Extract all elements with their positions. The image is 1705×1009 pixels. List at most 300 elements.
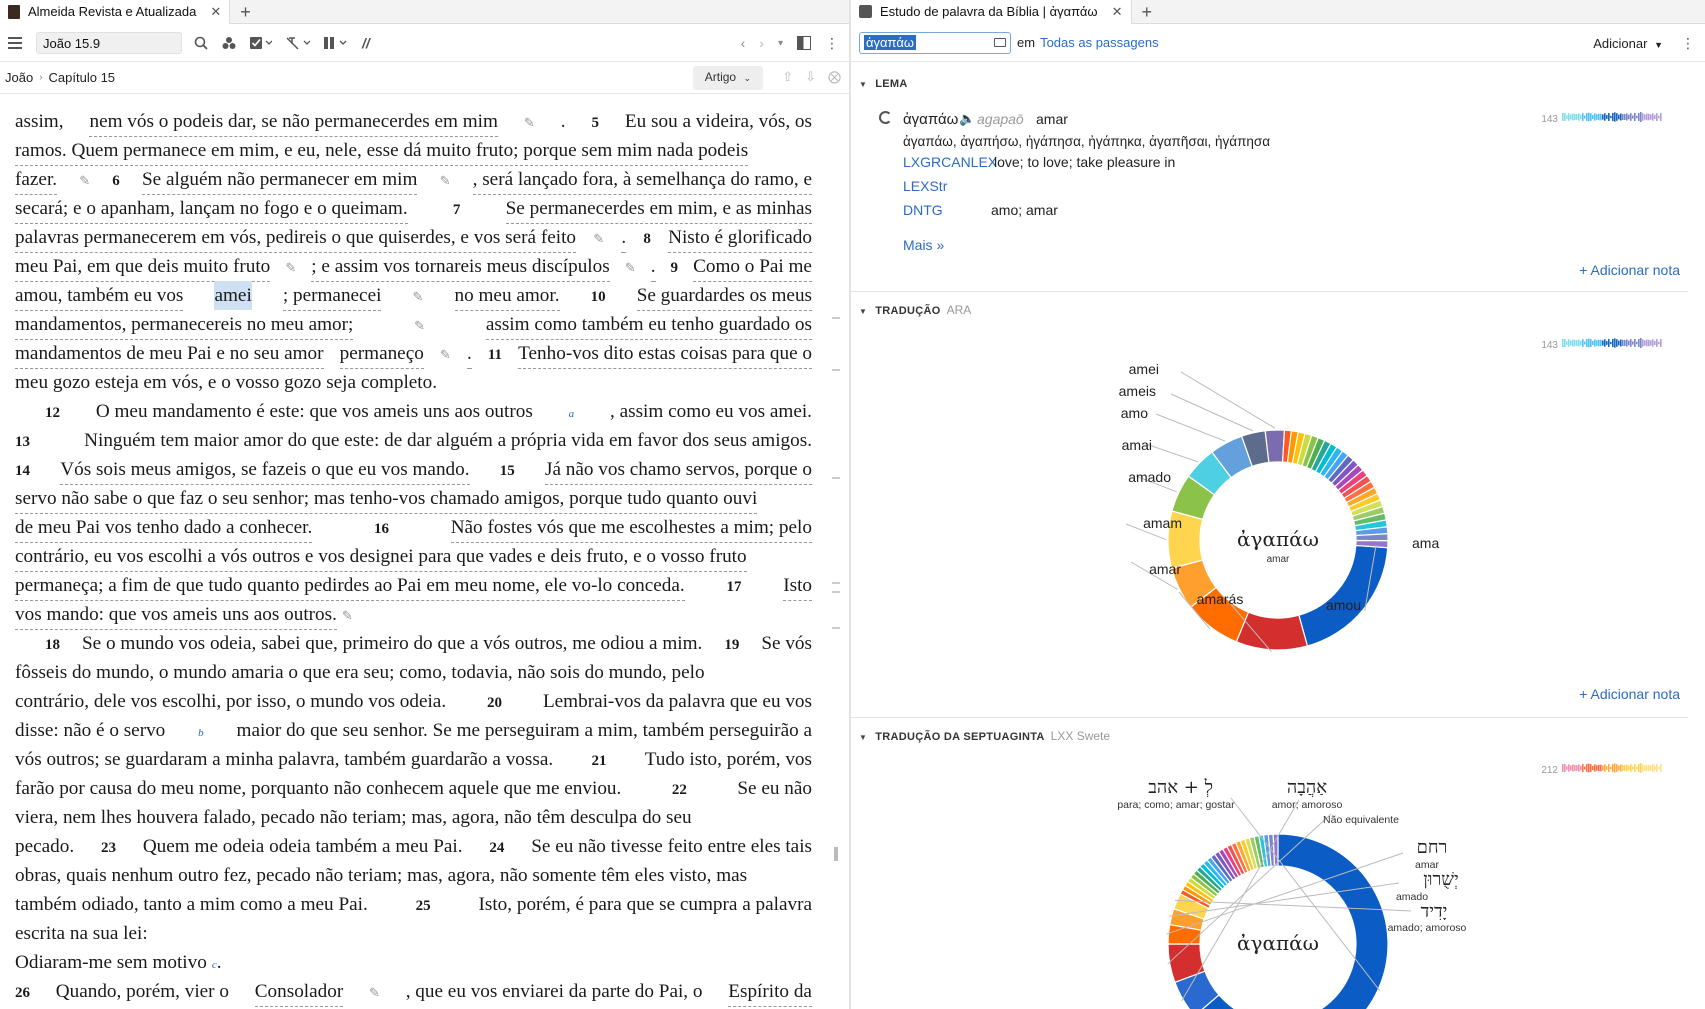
donut-slice — [1265, 430, 1284, 463]
sparkline-bar — [1604, 113, 1606, 120]
donut-label: amar — [1149, 561, 1181, 577]
lemma-word[interactable]: ἀγαπάω — [903, 111, 959, 128]
verse-line — [15, 803, 812, 832]
more-options-icon[interactable]: ⋮ — [825, 34, 839, 51]
lemma-count: 143 — [1541, 114, 1558, 125]
note-pen-icon[interactable]: ✎ — [439, 173, 451, 188]
verse-number[interactable]: 5 — [591, 115, 599, 131]
septuagint-version[interactable]: LXX Swete — [1050, 729, 1111, 743]
right-tab-bar — [851, 0, 1705, 24]
close-circle-icon[interactable]: ⨂ — [828, 69, 841, 84]
toolbar-right — [741, 24, 839, 62]
sparkline-bar — [1620, 114, 1622, 121]
sparkline-bar — [1636, 116, 1638, 118]
verse-text[interactable]: Tenho-vos dito estas coisas para que o — [518, 339, 812, 369]
collapse-icon: ▼ — [859, 80, 868, 89]
sparkline-bar — [1606, 115, 1608, 119]
verse-line — [15, 774, 812, 803]
verse-line — [15, 919, 812, 948]
verse-number[interactable]: 8 — [643, 231, 651, 247]
chevron-down-icon: ⌄ — [743, 73, 751, 83]
sparkline-bar — [1580, 115, 1582, 119]
sparkline-bar — [1624, 114, 1626, 120]
hebrew-label: אַהֲבָה — [1286, 777, 1328, 798]
sparkline-bar — [1640, 112, 1642, 122]
verse-text[interactable]: amou, também eu vos — [15, 281, 183, 311]
verse-text[interactable]: Se vós — [761, 633, 812, 654]
note-pen-icon[interactable]: ✎ — [412, 289, 424, 304]
verse-number[interactable]: 10 — [590, 289, 606, 305]
sparkline-bar — [1592, 115, 1594, 119]
verse-text[interactable]: . — [467, 339, 472, 369]
donut-label: amou — [1326, 597, 1362, 613]
word-search-input[interactable] — [859, 32, 1011, 54]
sparkline-bar — [1582, 113, 1584, 121]
verse-text[interactable]: servo não sabe o que faz o seu senhor; mas tenho-vos chamado amigos, porque tudo quanto ouvi — [15, 484, 757, 514]
verse-text[interactable]: secará; e o apanham, lançam no fogo e o queimam. — [15, 194, 408, 224]
sparkline-bar — [1630, 113, 1632, 121]
verse-text[interactable]: Odiaram-me sem motivo — [15, 952, 207, 973]
verse-text[interactable]: O meu mandamento é este: que vos ameis uns aos outros — [95, 401, 533, 422]
lemma-transliteration: agapaō — [977, 111, 1024, 127]
lexicon-definition: amo; amar — [991, 202, 1058, 218]
sparkline-bar — [1600, 114, 1602, 121]
view-mode-label: Artigo — [704, 70, 737, 84]
hebrew-gloss: amado — [1395, 891, 1429, 903]
verse-number[interactable]: 17 — [726, 579, 742, 595]
verse-text[interactable]: Se eu não tivesse feito entre eles tais — [531, 836, 812, 857]
verse-line — [15, 977, 812, 1006]
sparkline-bar — [1644, 114, 1646, 119]
verse-text[interactable]: Tudo isto, porém, vos — [644, 749, 812, 770]
verse-text[interactable]: permaneço — [340, 339, 424, 369]
caret-down-icon: ▼ — [1654, 39, 1663, 50]
footnote-marker[interactable]: b — [198, 727, 204, 739]
verse-number[interactable]: 16 — [374, 521, 389, 537]
verse-text[interactable]: Isto — [783, 571, 812, 601]
verse-line — [15, 629, 812, 658]
hebrew-gloss: para; como; amar; gostar — [1117, 799, 1235, 811]
search-icon[interactable] — [194, 36, 208, 50]
verse-number[interactable]: 14 — [15, 463, 30, 479]
tab-title: Estudo de palavra da Bíblia | ἀγαπάω — [880, 4, 1098, 19]
verse-text[interactable]: disse: não é o servo — [15, 720, 166, 741]
donut-label: ama — [1412, 535, 1440, 551]
sparkline-bar — [1656, 113, 1658, 121]
sparkline-bar — [1584, 116, 1586, 119]
sparkline-bar — [1626, 113, 1628, 120]
verse-line — [15, 542, 812, 571]
sparkline-bar — [1608, 113, 1610, 121]
septuagint-count: 212 — [1541, 765, 1558, 776]
verse-text[interactable]: , será lançado fora, à semelhança do ramo, e — [473, 165, 812, 195]
sparkline-bar — [1596, 114, 1598, 120]
add-tab-icon[interactable]: + — [240, 1, 251, 22]
hebrew-label: יָדִיד — [1420, 901, 1448, 922]
sparkline-bar — [1634, 113, 1636, 121]
word-study-toolbar — [851, 24, 1705, 62]
verse-text[interactable]: Se o mundo vos odeia, sabei que, primeiro do que a vós outros, me odiou a mim. — [82, 633, 703, 654]
close-icon[interactable]: ✕ — [210, 3, 222, 19]
verse-number[interactable]: 21 — [591, 753, 607, 769]
verse-text[interactable]: vos mando: que vos ameis uns aos outros. — [15, 600, 337, 630]
verse-text[interactable]: Se guardardes os meus — [637, 281, 812, 311]
verse-number[interactable]: 25 — [415, 898, 431, 914]
donut-label: amam — [1143, 515, 1182, 531]
donut-label: amai — [1121, 437, 1152, 453]
note-pen-icon[interactable]: ✎ — [414, 318, 426, 333]
translation-heading: TRADUÇÃO — [875, 305, 941, 317]
verse-number[interactable]: 11 — [487, 347, 503, 363]
sparkline-bar — [1632, 115, 1634, 118]
close-icon[interactable]: ✕ — [1111, 3, 1123, 19]
verse-line — [15, 455, 812, 484]
sparkline-bar — [1660, 113, 1662, 121]
verse-line — [15, 513, 812, 542]
bible-panel — [0, 0, 850, 1009]
verse-text[interactable]: . — [621, 223, 626, 253]
donut-center-gloss: amar — [1266, 554, 1290, 565]
book-icon — [8, 5, 20, 19]
sparkline-bar — [1616, 113, 1618, 121]
parallel-columns-icon[interactable] — [324, 36, 348, 50]
lexicon-link[interactable]: LEXStr — [903, 178, 948, 194]
sparkline-bar — [1576, 114, 1578, 120]
interlinear-icon[interactable] — [286, 36, 310, 50]
toolbar-right — [1593, 24, 1695, 62]
lemma-forms: ἀγαπάω, ἀγαπήσω, ἠγάπησα, ἠγάπηκα, ἀγαπῆσαι, ἠγάπησα — [903, 134, 1271, 149]
query-text: ἀγαπάω — [866, 34, 914, 50]
translation-section — [851, 292, 1688, 718]
verse-text[interactable]: Quem me odeia odeia também a meu Pai. — [142, 836, 463, 857]
verse-text[interactable]: maior do que seu senhor. Se me perseguiram a mim, também perseguirão a — [236, 720, 812, 741]
verse-number[interactable]: 7 — [452, 202, 461, 218]
verse-text[interactable]: obras, quais nenhum outro fez, pecado não teriam; mas, agora, não somente têm eles visto, mas — [15, 865, 748, 886]
word-study-icon — [859, 5, 872, 18]
scrollbar[interactable] — [830, 107, 838, 987]
verse-text[interactable]: ; permanecei — [283, 281, 382, 311]
view-mode-dropdown[interactable] — [693, 66, 763, 90]
sparkline-bar — [1566, 115, 1568, 119]
verse-text[interactable]: Espírito da — [728, 977, 812, 1007]
sparkline-bar — [1638, 113, 1640, 121]
footnote-marker[interactable]: a — [568, 408, 575, 420]
sparkline-bar — [1618, 115, 1620, 120]
verse-text[interactable]: Se permanecerdes em mim, e as minhas — [506, 194, 812, 224]
verse-text[interactable]: fazer. — [15, 165, 57, 195]
verse-text[interactable]: contrário, eu vos escolhi a vós outros e vos designei para que vades e deis fruto, e o vosso fruto — [15, 542, 747, 572]
hebrew-gloss: amado; amoroso — [1387, 922, 1467, 934]
verse-line — [15, 687, 812, 716]
sparkline-bar — [1588, 113, 1590, 122]
lemma-sparkline — [1562, 108, 1662, 126]
tab-word-study[interactable] — [851, 0, 1132, 24]
verse-text[interactable]: meu Pai, em que deis muito fruto — [15, 252, 270, 282]
verse-text[interactable]: fôsseis do mundo, o mundo amaria o que era seu; como, todavia, não sois do mundo, pelo — [15, 662, 705, 683]
lexicon-link[interactable]: DNTG — [903, 202, 943, 218]
add-button-label: Adicionar — [1593, 35, 1648, 51]
verse-number[interactable]: 24 — [489, 840, 505, 856]
hebrew-label: יְשֻׁרוּן — [1423, 869, 1459, 890]
footnote-marker[interactable]: c — [211, 959, 217, 971]
verse-text[interactable]: Isto, porém, é para que se cumpra a palavra — [478, 894, 812, 915]
verse-text[interactable]: farão por causa do meu nome, porquanto não conhecem aquele que me enviou. — [15, 778, 622, 799]
note-pen-icon[interactable]: ✎ — [593, 231, 605, 246]
donut-center-label: ἀγαπάω — [1237, 527, 1319, 551]
verse-line — [15, 745, 812, 774]
verse-number[interactable]: 18 — [45, 637, 60, 653]
sparkline-bar — [1564, 113, 1566, 121]
verse-text[interactable]: contrário, dele vos escolhi, por isso, o mundo vos odeia. — [15, 691, 447, 712]
verse-text[interactable]: Consolador — [255, 977, 343, 1007]
verse-line — [15, 426, 812, 455]
more-options-icon[interactable]: ⋮ — [1681, 34, 1695, 51]
hebrew-gloss: amar — [1415, 859, 1439, 871]
donut-leader-line — [1146, 444, 1198, 462]
breadcrumb-book[interactable]: João — [5, 70, 34, 85]
verse-number[interactable]: 12 — [45, 405, 60, 421]
verse-text[interactable]: Lembrai-vos da palavra que eu vos — [542, 691, 812, 712]
breadcrumb — [0, 62, 849, 94]
history-dropdown-icon[interactable]: ▾ — [777, 37, 783, 49]
lemma-heading: LEMA — [875, 78, 908, 90]
verse-text[interactable]: Vós sois meus amigos, se fazeis o que eu vos mando. — [60, 455, 469, 485]
donut-label: amado — [1128, 469, 1171, 485]
verse-line — [15, 194, 812, 223]
add-note-button[interactable]: + Adicionar nota — [1579, 686, 1680, 702]
verse-text[interactable]: mandamentos, permanecereis no meu amor; — [15, 310, 353, 340]
sparkline-bar — [1578, 113, 1580, 120]
verse-number[interactable]: 13 — [15, 434, 30, 450]
parallel-sync-icon[interactable]: // — [362, 34, 370, 51]
verse-line — [15, 397, 812, 426]
septuagint-donut-chart[interactable] — [851, 718, 1688, 1009]
collapse-icon: ▼ — [859, 733, 868, 742]
sparkline-bar — [1572, 114, 1574, 121]
sparkline-bar — [1574, 114, 1576, 120]
donut-slice — [1299, 545, 1388, 646]
verse-text[interactable]: de meu Pai vos tenho dado a conhecer. — [15, 513, 312, 543]
verse-text[interactable]: ramos. Quem permanece em mim, e eu, nele, esse dá muito fruto; porque sem mim nada podeis — [15, 136, 748, 166]
verse-line — [15, 890, 812, 919]
verse-text[interactable]: viera, nem lhes houvera falado, pecado não teriam; mas, agora, não têm desculpa do seu — [15, 807, 692, 828]
verse-line — [15, 861, 812, 890]
sparkline-bar — [1654, 115, 1656, 119]
verse-text[interactable]: Se eu não — [737, 778, 812, 799]
verse-text[interactable]: mandamentos de meu Pai e no seu amor — [15, 339, 324, 369]
add-button[interactable] — [1593, 36, 1663, 51]
visual-filters-icon[interactable] — [222, 36, 236, 50]
verse-text[interactable]: escrita na sua lei: — [15, 923, 148, 944]
septuagint-section — [851, 718, 1688, 1009]
verse-text[interactable]: Nisto é glorificado — [668, 223, 812, 253]
verse-text[interactable]: , que eu vos enviarei da parte do Pai, o — [405, 981, 703, 1002]
verse-line — [15, 310, 812, 339]
sparkline-bar — [1648, 114, 1650, 120]
verse-text[interactable]: assim, — [15, 111, 64, 132]
loading-icon — [879, 111, 892, 124]
verse-text[interactable]: também odiado, tanto a mim como a meu Pai. — [15, 894, 368, 915]
note-pen-icon[interactable]: ✎ — [624, 260, 636, 275]
translation-donut-chart[interactable] — [851, 292, 1688, 718]
verse-text[interactable]: no meu amor. — [455, 281, 560, 311]
sparkline-bar — [1594, 113, 1596, 120]
verse-line — [15, 948, 812, 977]
verse-line — [15, 658, 812, 687]
verse-line — [15, 716, 812, 745]
donut-leader-line — [1156, 414, 1225, 441]
sparkline-bar — [1610, 116, 1612, 118]
sparkline-bar — [1652, 113, 1654, 120]
lemma-header[interactable] — [859, 78, 908, 90]
left-tab-bar — [0, 0, 849, 24]
add-tab-icon[interactable]: + — [1141, 1, 1153, 22]
lexicon-link[interactable]: LXGRCANLEX — [903, 154, 998, 170]
note-pen-icon[interactable]: ✎ — [79, 173, 91, 188]
verse-text[interactable]: Não fostes vós que me escolhestes a mim; pelo — [451, 513, 812, 543]
scope-dropdown[interactable]: Todas as passagens — [1040, 35, 1159, 50]
verse-text[interactable]: permaneça; a fim de que tudo quanto pedirdes ao Pai em meu nome, ele vo-lo conceda. — [15, 571, 685, 601]
verse-line — [15, 223, 812, 252]
add-note-button[interactable]: + Adicionar nota — [1579, 262, 1680, 278]
sparkline-bar — [1562, 113, 1564, 121]
lemma-section — [851, 64, 1688, 292]
sparkline-bar — [1658, 116, 1660, 118]
verse-text[interactable]: , assim como eu vos amei. — [610, 401, 812, 422]
verse-number[interactable]: 20 — [487, 695, 503, 711]
speaker-icon[interactable]: 🔈 — [959, 111, 976, 126]
verse-text[interactable]: pecado. — [15, 836, 75, 857]
verse-line — [15, 165, 812, 194]
verse-text[interactable]: meu gozo esteja em vós, e o vosso gozo seja completo. — [15, 372, 438, 393]
back-icon[interactable]: ‹ — [740, 35, 746, 51]
donut-label: ameis — [1118, 383, 1156, 399]
hebrew-label: רחם — [1416, 837, 1448, 858]
hebrew-gloss: Não equivalente — [1323, 814, 1399, 826]
note-pen-icon[interactable]: ✎ — [341, 608, 353, 623]
sparkline-bar — [1570, 115, 1572, 120]
donut-label: amo — [1120, 405, 1148, 421]
translation-version[interactable]: ARA — [946, 303, 972, 317]
verse-line — [15, 368, 812, 397]
selected-word[interactable]: amei — [214, 281, 251, 310]
verse-text[interactable]: ; e assim vos tornareis meus discípulos — [311, 252, 609, 282]
verse-line — [15, 281, 812, 310]
tab-title: Almeida Revista e Atualizada — [28, 4, 197, 19]
sparkline-bar — [1614, 112, 1616, 121]
arrow-up-icon[interactable]: ⇧ — [782, 69, 794, 84]
verse-line — [15, 484, 812, 513]
verse-text[interactable]: Como o Pai me — [693, 252, 812, 282]
verse-text[interactable]: Já não vos chamo servos, porque o — [545, 455, 812, 485]
in-label: em — [1017, 35, 1036, 50]
verse-line — [15, 252, 812, 281]
verse-line — [15, 107, 812, 136]
verse-line — [15, 832, 812, 861]
hebrew-label: לְ + אהב — [1148, 777, 1213, 798]
sparkline-bar — [1598, 114, 1600, 120]
donut-label: amei — [1128, 361, 1159, 377]
tab-almeida[interactable] — [0, 0, 230, 24]
sparkline-bar — [1586, 113, 1588, 121]
chevron-right-icon: › — [39, 72, 43, 83]
donut-center-label: ἀγαπάω — [1237, 931, 1319, 955]
verse-number[interactable]: 19 — [724, 637, 740, 653]
checklist-icon[interactable] — [250, 36, 272, 50]
verse-text[interactable]: Eu sou a videira, vós, os — [624, 111, 812, 132]
sparkline-bar — [1646, 114, 1648, 121]
verse-text[interactable]: nem vós o podeis dar, se não permanecerdes em mim — [89, 107, 497, 137]
verse-number[interactable]: 22 — [671, 782, 687, 798]
keyboard-icon[interactable] — [994, 38, 1006, 47]
donut-slice — [1236, 612, 1307, 650]
verse-line — [15, 339, 812, 368]
more-link[interactable]: Mais » — [903, 237, 945, 253]
sparkline-bar — [1612, 113, 1614, 121]
sparkline-bar — [1642, 113, 1644, 120]
verse-number[interactable]: 6 — [112, 173, 120, 189]
word-study-panel — [851, 0, 1705, 1009]
translation-count: 143 — [1541, 340, 1558, 351]
verse-text[interactable]: Ninguém tem maior amor do que este: de dar alguém a própria vida em favor dos seus amigos. — [84, 430, 812, 451]
verse-number[interactable]: 15 — [499, 463, 515, 479]
lexicon-definition: love; to love; take pleasure in — [994, 154, 1176, 170]
septuagint-heading: TRADUÇÃO DA SEPTUAGINTA — [875, 731, 1045, 743]
donut-label: amarás — [1196, 591, 1244, 607]
verse-text[interactable]: assim como também eu tenho guardado os — [486, 310, 812, 340]
forward-icon[interactable]: › — [759, 35, 764, 51]
verse-line — [15, 571, 812, 600]
section-nav — [782, 69, 841, 85]
verse-text[interactable]: vós outros; se guardaram a minha palavra, também guardarão a vossa. — [15, 749, 554, 770]
note-pen-icon[interactable]: ✎ — [285, 260, 297, 275]
sparkline-bar — [1568, 113, 1570, 121]
sparkline-bar — [1628, 115, 1630, 120]
note-pen-icon[interactable]: ✎ — [523, 115, 535, 130]
layout-icon[interactable] — [797, 36, 811, 50]
menu-icon[interactable] — [8, 37, 22, 49]
verse-number[interactable]: 23 — [100, 840, 116, 856]
note-pen-icon[interactable]: ✎ — [439, 347, 451, 362]
verse-number[interactable]: 9 — [670, 260, 679, 276]
verse-text[interactable]: . — [651, 252, 656, 282]
donut-leader-line — [1171, 394, 1253, 431]
collapse-icon: ▼ — [859, 307, 868, 316]
reference-input[interactable]: João 15.9 — [36, 32, 182, 54]
verse-line — [15, 136, 812, 165]
arrow-down-icon[interactable]: ⇩ — [805, 69, 816, 84]
sparkline-bar — [1622, 114, 1624, 120]
bible-text — [15, 107, 812, 1006]
sparkline-bar — [1602, 114, 1604, 119]
verse-line — [15, 600, 812, 629]
donut-slice-other — [1356, 534, 1388, 541]
verse-number[interactable]: 26 — [15, 985, 30, 1001]
verse-text[interactable]: Quando, porém, vier o — [55, 981, 229, 1002]
breadcrumb-chapter[interactable]: Capítulo 15 — [48, 70, 116, 85]
hebrew-gloss: amor; amoroso — [1271, 799, 1343, 811]
sparkline-bar — [1650, 114, 1652, 119]
bible-toolbar — [0, 24, 849, 62]
sparkline-bar — [1590, 113, 1592, 121]
verse-text[interactable]: palavras permanecerem em vós, pedireis o que quiserdes, e vos será feito — [15, 223, 576, 253]
donut-slice-other — [1273, 834, 1278, 866]
note-pen-icon[interactable]: ✎ — [369, 985, 380, 1000]
verse-text[interactable]: . — [216, 952, 222, 973]
verse-text[interactable]: Se alguém não permanecer em mim — [142, 165, 417, 195]
verse-text[interactable]: . — [560, 111, 566, 132]
lemma-gloss: amar — [1036, 111, 1068, 127]
